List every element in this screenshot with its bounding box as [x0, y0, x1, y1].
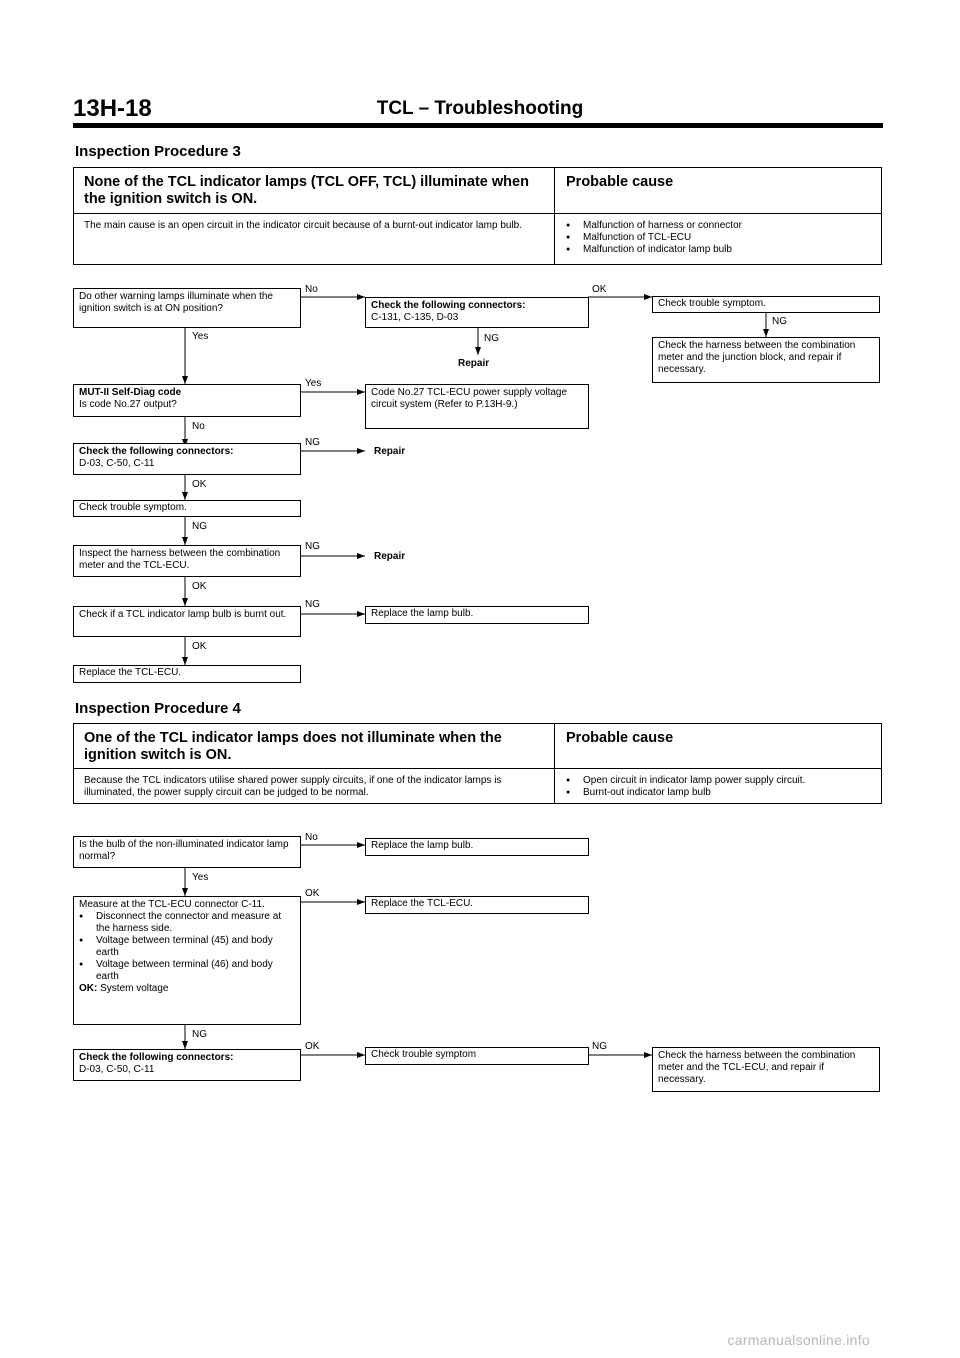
- p3-label-ng: NG: [305, 541, 320, 552]
- p4-s2-bullet: ● Disconnect the connector and measure at the harness side.: [79, 911, 295, 935]
- p3-cause-item: ● Malfunction of TCL-ECU: [566, 232, 876, 244]
- p3-cause-item: ● Malfunction of indicator lamp bulb: [566, 244, 876, 256]
- page-title: TCL – Troubleshooting: [376, 98, 584, 119]
- p3-repair-label: Repair: [374, 551, 406, 562]
- p3-repair-label: Repair: [374, 446, 406, 457]
- p3-cause-item: ● Malfunction of harness or connector: [566, 220, 876, 232]
- p4-step-check-connectors: [73, 1049, 301, 1081]
- p3-step-selfdiag-title: MUT-II Self-Diag code: [79, 387, 182, 398]
- p4-label-yes: Yes: [192, 872, 209, 883]
- p3-label-ng: NG: [192, 521, 207, 532]
- p3-step-connectors-text: D-03, C-50, C-11: [79, 458, 155, 469]
- watermark-text: carmanualsonline.info: [727, 1332, 870, 1348]
- p4-s3-text: D-03, C-50, C-11: [79, 1064, 155, 1075]
- p3-step-check-symptom: Check trouble symptom.: [73, 500, 301, 517]
- p3-cause-title: Probable cause: [566, 174, 674, 190]
- p3-symptom-title: None of the TCL indicator lamps (TCL OFF, TCL) illuminate when the ignition switch is ON.: [84, 174, 529, 207]
- p3-label-no: No: [192, 421, 205, 432]
- p4-s2-bullet: ● Voltage between terminal (46) and body earth: [79, 959, 295, 983]
- p3-result-replace-bulb: Replace the lamp bulb.: [365, 606, 589, 624]
- p3-label-ok: OK: [192, 479, 207, 490]
- p3-label-ng: NG: [772, 316, 787, 327]
- p4-result-replace-ecu: Replace the TCL-ECU.: [365, 896, 589, 914]
- p4-label-ng: NG: [592, 1041, 607, 1052]
- p3-description: The main cause is an open circuit in the indicator circuit because of a burnt-out indicator lamp bulb.: [84, 220, 523, 231]
- p3-step-inspect-harness: Inspect the harness between the combination meter and the TCL-ECU.: [73, 545, 301, 577]
- p4-description: Because the TCL indicators utilise shared power supply circuits, if one of the indicator lamps is illuminated, the power supply circuit can be judged to be normal.: [84, 775, 502, 798]
- procedure-4-title: Inspection Procedure 4: [75, 700, 241, 717]
- p3-step-other-lamps: Do other warning lamps illuminate when the ignition switch is at ON position?: [73, 288, 301, 328]
- p4-s2-bullet: ● Voltage between terminal (45) and body earth: [79, 935, 295, 959]
- p4-s2-ok-label: OK:: [79, 983, 98, 994]
- p3-step-replace-ecu: Replace the TCL-ECU.: [73, 665, 301, 683]
- p4-s2-ok-text: System voltage: [100, 983, 169, 994]
- p4-label-ok: OK: [305, 888, 320, 899]
- p4-step-bulb-normal: Is the bulb of the non-illuminated indicator lamp normal?: [73, 836, 301, 868]
- p4-cause-title: Probable cause: [566, 730, 674, 746]
- p3-label-ng: NG: [305, 599, 320, 610]
- p4-label-ok: OK: [305, 1041, 320, 1052]
- p3-label-ng: NG: [484, 333, 499, 344]
- p4-cause-item: ● Open circuit in indicator lamp power supply circuit.: [566, 775, 878, 787]
- p3-step-check-bulb: Check if a TCL indicator lamp bulb is burnt out.: [73, 606, 301, 637]
- p3-label-ok: OK: [192, 581, 207, 592]
- p3-result-code27: Code No.27 TCL-ECU power supply voltage circuit system (Refer to P.13H-9.): [365, 384, 589, 429]
- p4-s3-title: Check the following connectors:: [79, 1052, 234, 1063]
- p3-label-yes: Yes: [305, 378, 322, 389]
- p3-label-ng: NG: [305, 437, 320, 448]
- p4-symptom-title: One of the TCL indicator lamps does not illuminate when the ignition switch is ON.: [84, 730, 502, 763]
- p4-final-check-harness: Check the harness between the combination meter and the TCL-ECU, and repair if necessary.: [652, 1047, 880, 1092]
- p3-label-no: No: [305, 284, 318, 295]
- p3-r1-title: Check the following connectors:: [371, 300, 526, 311]
- p3-step-selfdiag-text: Is code No.27 output?: [79, 399, 177, 410]
- p3-r1-text: C-131, C-135, D-03: [371, 312, 459, 323]
- p4-cause-item: ● Burnt-out indicator lamp bulb: [566, 787, 878, 799]
- p3-final-check-symptom: Check trouble symptom.: [652, 296, 880, 313]
- p4-result-replace-bulb: Replace the lamp bulb.: [365, 838, 589, 856]
- p4-s2-ok-line: [79, 983, 295, 995]
- p4-step-measure-connector: [73, 896, 301, 1025]
- p4-result-check-symptom: Check trouble symptom: [365, 1047, 589, 1065]
- p4-label-ng: NG: [192, 1029, 207, 1040]
- p4-s2-line1: Measure at the TCL-ECU connector C-11.: [79, 899, 265, 910]
- p3-label-ok: OK: [192, 641, 207, 652]
- p3-label-yes: Yes: [192, 331, 209, 342]
- p3-label-ok: OK: [592, 284, 607, 295]
- page-number: 13H-18: [73, 95, 152, 122]
- p3-repair-label: Repair: [458, 358, 490, 369]
- p3-step-connectors-title: Check the following connectors:: [79, 446, 234, 457]
- procedure-3-title: Inspection Procedure 3: [75, 143, 241, 160]
- p3-final-check-harness: Check the harness between the combination meter and the junction block, and repair if necessary.: [652, 337, 880, 383]
- p4-label-no: No: [305, 832, 318, 843]
